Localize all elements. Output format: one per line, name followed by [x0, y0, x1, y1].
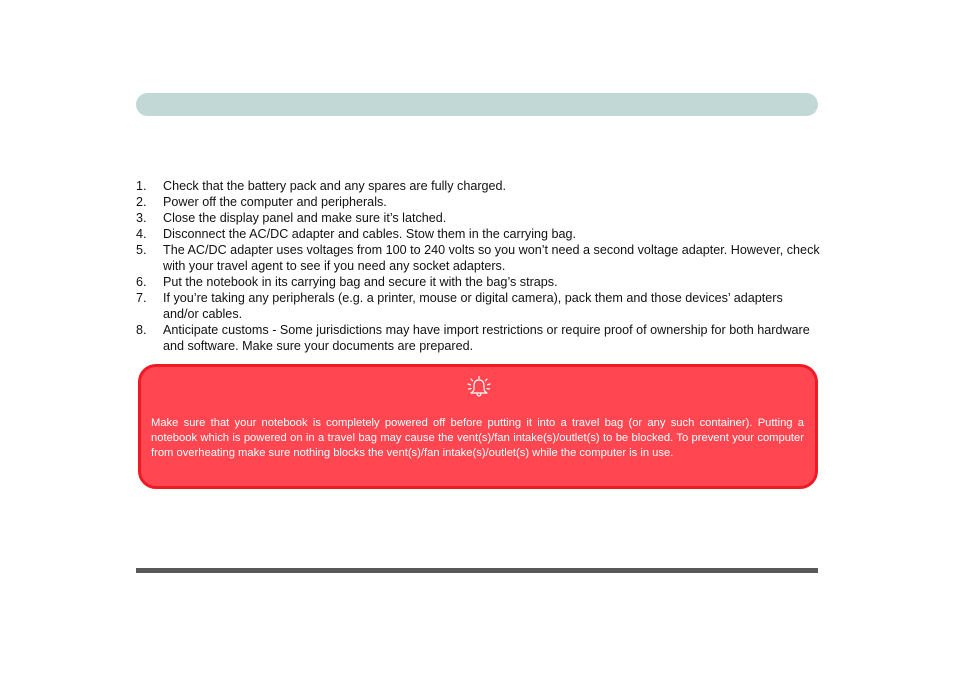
step-number: 6. — [136, 275, 147, 289]
alert-bell-icon — [464, 375, 494, 399]
header-bar — [136, 93, 818, 116]
step-number: 1. — [136, 179, 147, 193]
step-text: The AC/DC adapter uses voltages from 100 to 240 volts so you won’t need a second voltage adapter. However, check with your travel agent to see if you need any socket adapters. — [163, 243, 820, 273]
step-number: 4. — [136, 227, 147, 241]
list-item — [136, 242, 820, 274]
step-number: 3. — [136, 211, 147, 225]
steps-list — [136, 178, 820, 354]
warning-box — [138, 364, 818, 489]
step-text: Disconnect the AC/DC adapter and cables. Stow them in the carrying bag. — [163, 227, 577, 241]
list-item — [136, 178, 820, 194]
step-number: 5. — [136, 243, 147, 257]
step-text: Power off the computer and peripherals. — [163, 195, 387, 209]
step-text: Anticipate customs - Some jurisdictions may have import restrictions or require proof of ownership for both hardware and software. Make sure your documents are prepared. — [163, 323, 810, 353]
step-text: Put the notebook in its carrying bag and secure it with the bag’s straps. — [163, 275, 558, 289]
list-item — [136, 290, 820, 322]
list-item — [136, 194, 820, 210]
step-number: 8. — [136, 323, 147, 337]
step-text: If you’re taking any peripherals (e.g. a printer, mouse or digital camera), pack them and those devices’ adapters and/or cables. — [163, 291, 783, 321]
warning-text: Make sure that your notebook is completely powered off before putting it into a travel bag (or any such container). Putting a notebook which is powered on in a travel bag may cause the vent(s)/fan intake(s)/outlet(s) to be blocked. To prevent your computer from overheating make sure nothing blocks the vent(s)/fan intake(s)/outlet(s) while the computer is in use. — [151, 417, 804, 459]
list-item — [136, 274, 820, 290]
list-item — [136, 226, 820, 242]
list-item — [136, 322, 820, 354]
step-number: 2. — [136, 195, 147, 209]
step-number: 7. — [136, 291, 147, 305]
step-text: Close the display panel and make sure it’s latched. — [163, 211, 447, 225]
step-text: Check that the battery pack and any spares are fully charged. — [163, 179, 507, 193]
list-item — [136, 210, 820, 226]
footer-rule — [136, 568, 818, 573]
